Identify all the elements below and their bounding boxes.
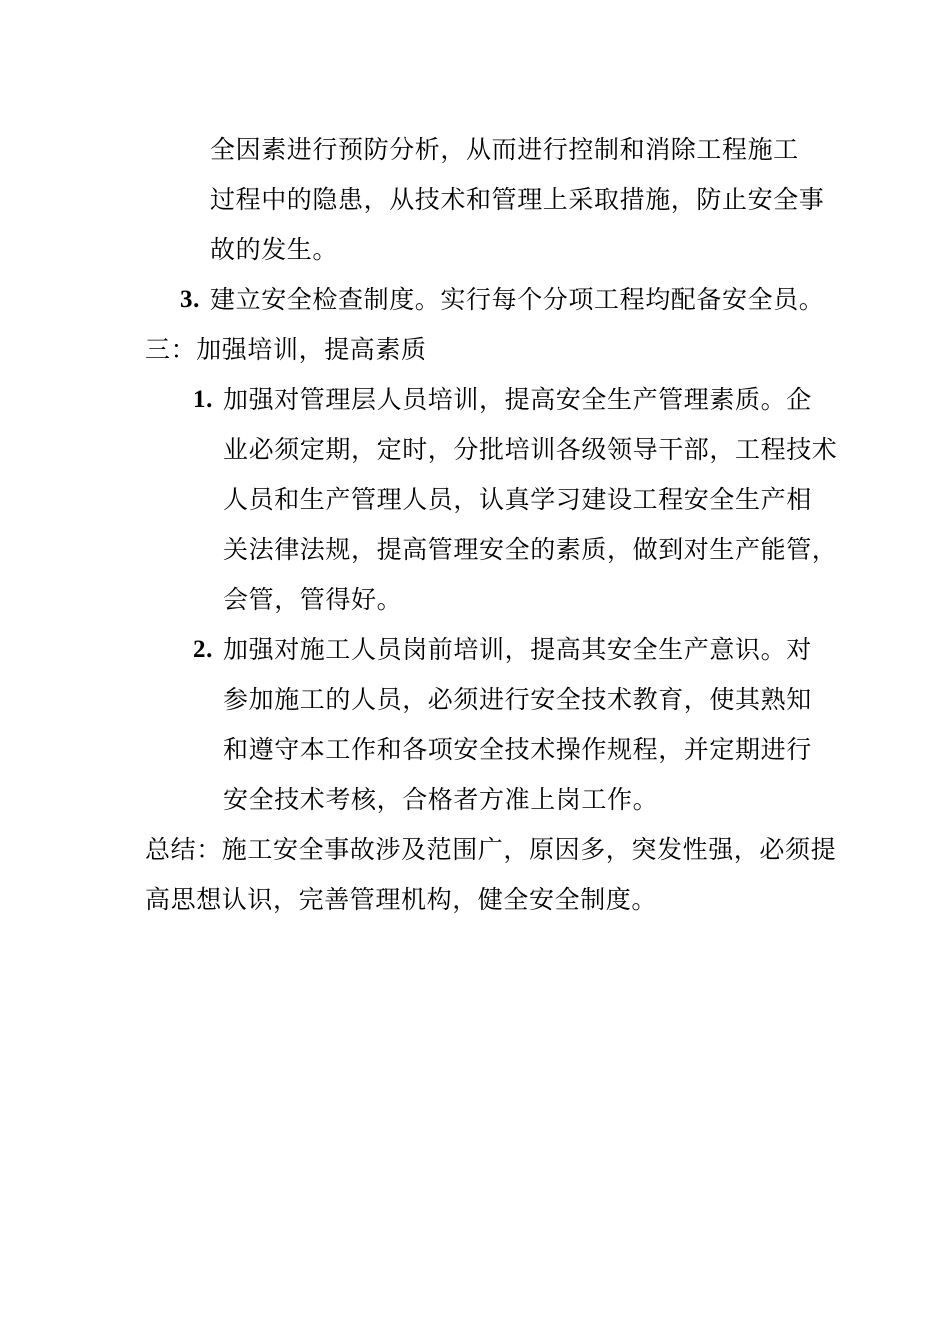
training-item-1-line-5: 会管，管得好。: [223, 585, 403, 614]
summary-line-1: 总结：施工安全事故涉及范围广，原因多，突发性强，必须提: [145, 835, 837, 864]
training-item-1-line-3: 人员和生产管理人员，认真学习建设工程安全生产相: [223, 485, 812, 514]
training-item-1-line-1: 加强对管理层人员培训，提高安全生产管理素质。企: [223, 385, 812, 414]
training-item-2-line-1: 加强对施工人员岗前培训，提高其安全生产意识。对: [223, 635, 812, 664]
item-3-number: 3.: [180, 286, 200, 313]
training-item-1-line-2: 业必须定期，定时，分批培训各级领导干部，工程技术: [223, 435, 838, 464]
summary-line-2: 高思想认识，完善管理机构，健全安全制度。: [145, 885, 658, 914]
training-item-1-line-4: 关法律法规，提高管理安全的素质，做到对生产能管，: [223, 535, 838, 564]
training-item-1-number: 1.: [193, 386, 213, 413]
item-3-text: 建立安全检查制度。实行每个分项工程均配备安全员。: [210, 285, 825, 314]
training-item-2-number: 2.: [193, 636, 213, 663]
training-item-2-line-4: 安全技术考核，合格者方准上岗工作。: [223, 785, 659, 814]
training-item-2-line-3: 和遵守本工作和各项安全技术操作规程，并定期进行: [223, 735, 812, 764]
continuation-line-1: 全因素进行预防分析，从而进行控制和消除工程施工: [210, 135, 799, 164]
training-item-2-line-2: 参加施工的人员，必须进行安全技术教育，使其熟知: [223, 685, 812, 714]
continuation-line-3: 故的发生。: [210, 235, 339, 264]
section-3-heading: 三：加强培训，提高素质: [145, 335, 427, 364]
continuation-line-2: 过程中的隐患，从技术和管理上采取措施，防止安全事: [210, 185, 825, 214]
